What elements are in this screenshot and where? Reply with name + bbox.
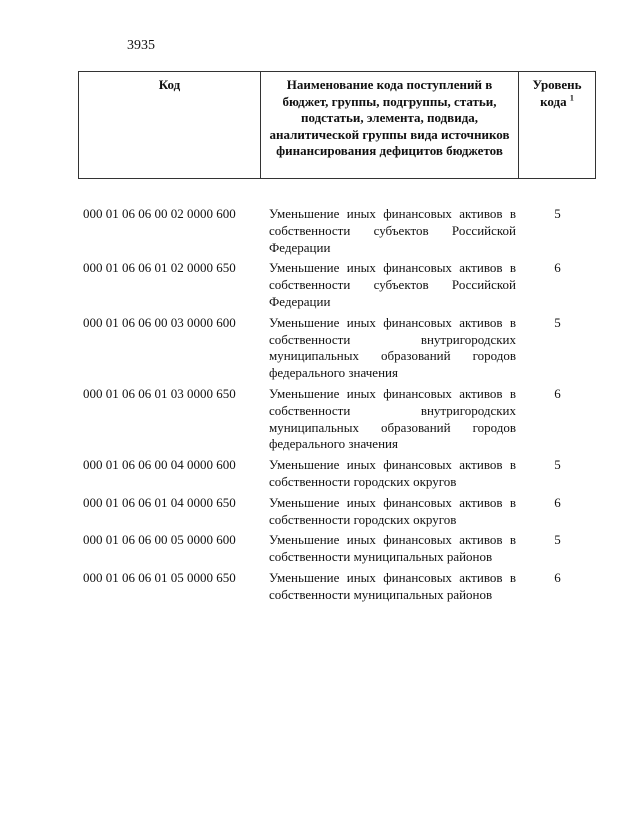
row-code: 000 01 06 06 00 04 0000 600 (83, 457, 236, 473)
row-level: 6 (554, 385, 561, 401)
table-body (78, 206, 595, 604)
header-level-footnote: 1 (569, 93, 574, 103)
row-code: 000 01 06 06 00 02 0000 600 (83, 206, 236, 221)
table-row (78, 457, 595, 491)
row-level: 6 (554, 260, 561, 276)
row-name: Уменьшение иных финансовых активов в собственности городских округов (269, 457, 516, 489)
table-row (78, 315, 595, 382)
row-name: Уменьшение иных финансовых активов в собственности городских округов (269, 494, 516, 527)
row-code: 000 01 06 06 01 02 0000 650 (83, 260, 236, 276)
row-code: 000 01 06 06 01 04 0000 650 (83, 494, 236, 510)
table-header (78, 71, 596, 179)
row-level: 5 (554, 206, 561, 221)
table-row (78, 206, 595, 256)
row-code: 000 01 06 06 00 03 0000 600 (83, 314, 236, 330)
header-name: Наименование кода поступлений в бюджет, группы, подгруппы, статьи, подстатьи, элемента, подвида, аналитической группы вида источников финансирования дефицитов бюджетов (261, 72, 519, 179)
header-code: Код (79, 72, 261, 179)
row-name: Уменьшение иных финансовых активов в собственности муниципальных районов (269, 569, 516, 602)
page-number: 3935 (127, 38, 155, 53)
row-level: 5 (554, 314, 561, 330)
row-name: Уменьшение иных финансовых активов в собственности субъектов Российской Федерации (269, 260, 516, 309)
row-name: Уменьшение иных финансовых активов в собственности внутригородских муниципальных образований городов федерального значения (269, 385, 516, 452)
row-code: 000 01 06 06 01 03 0000 650 (83, 385, 236, 401)
header-level (519, 72, 596, 179)
row-code: 000 01 06 06 00 05 0000 600 (83, 532, 236, 548)
row-name: Уменьшение иных финансовых активов в собственности муниципальных районов (269, 532, 516, 565)
row-level: 5 (554, 457, 561, 473)
row-name: Уменьшение иных финансовых активов в собственности внутригородских муниципальных образований городов федерального значения (269, 314, 516, 381)
table-row (78, 570, 595, 604)
table-row (78, 532, 595, 566)
row-level: 6 (554, 569, 561, 585)
header-level-label: Уровень кода (532, 77, 582, 109)
table-row (78, 260, 595, 310)
row-level: 6 (554, 494, 561, 510)
row-name: Уменьшение иных финансовых активов в собственности субъектов Российской Федерации (269, 206, 516, 255)
row-code: 000 01 06 06 01 05 0000 650 (83, 569, 236, 585)
table-row (78, 386, 595, 453)
table-row (78, 495, 595, 529)
row-level: 5 (554, 532, 561, 548)
